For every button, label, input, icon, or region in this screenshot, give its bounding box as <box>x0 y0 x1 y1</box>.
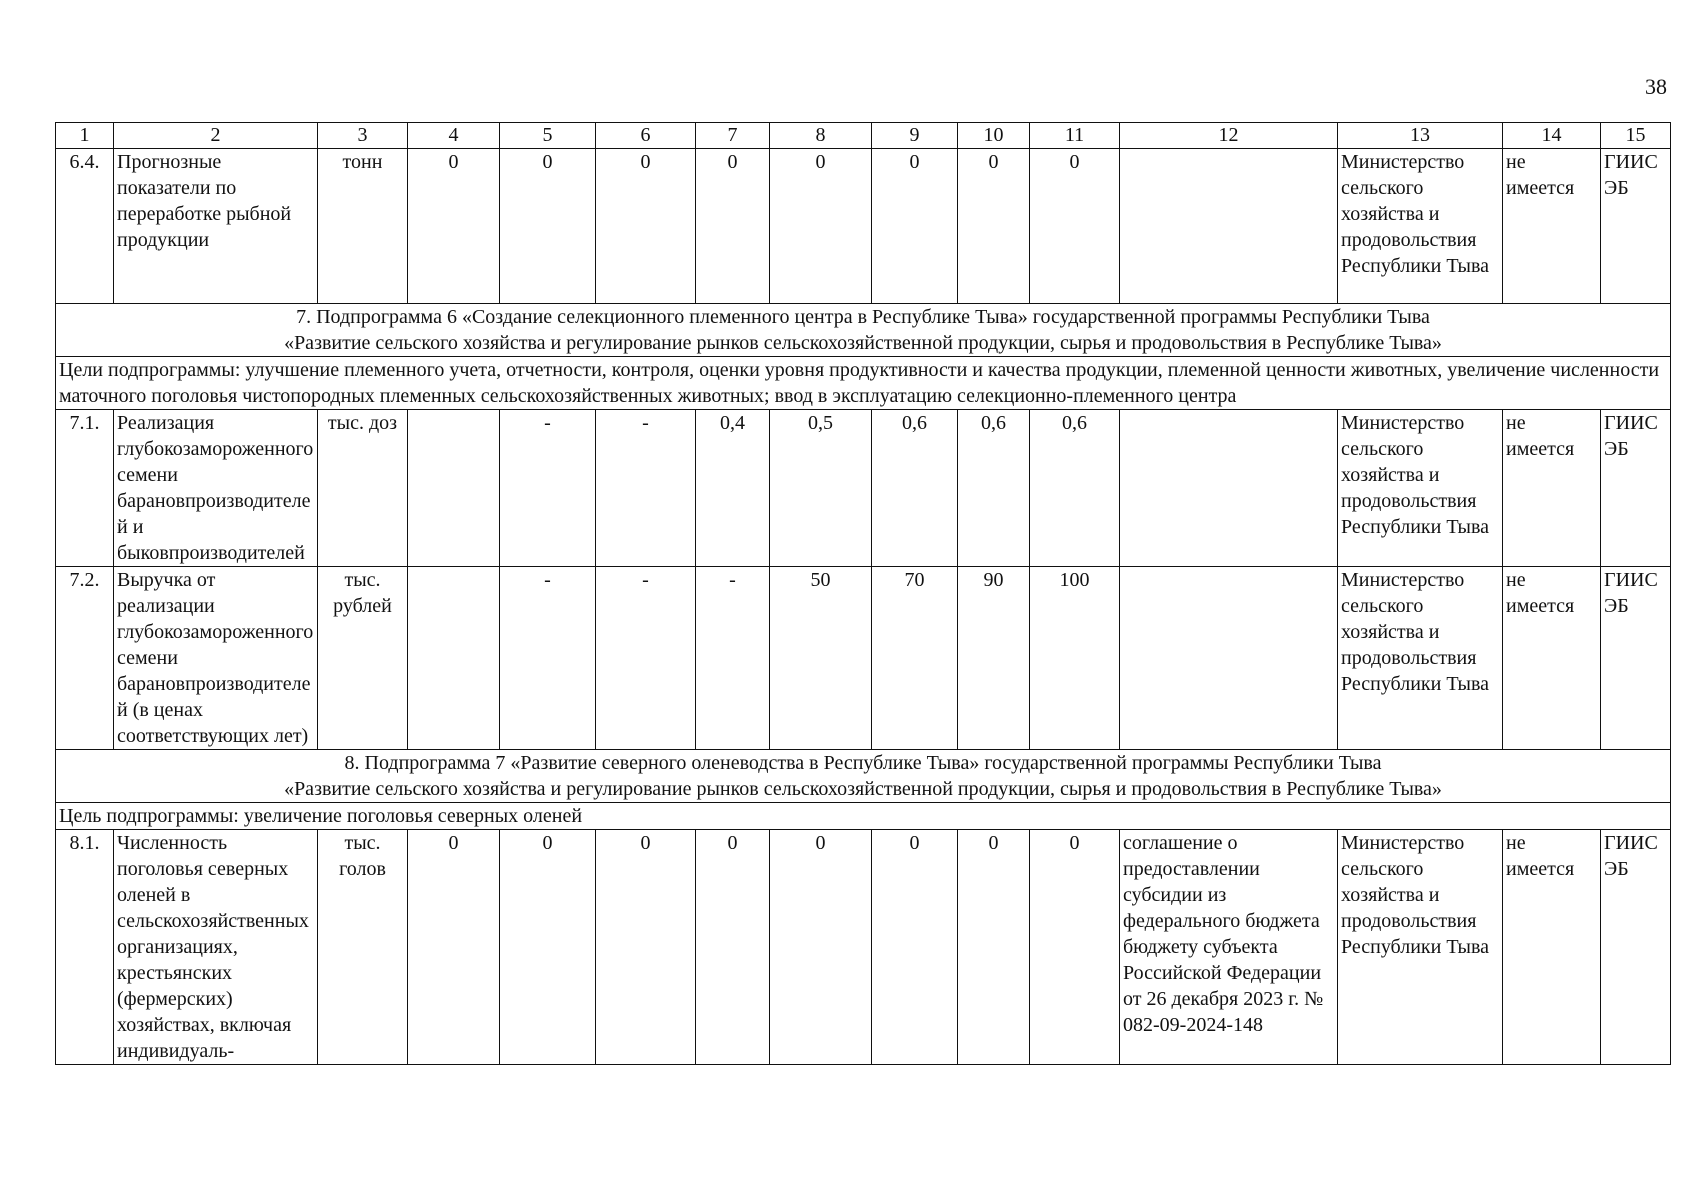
unit: тыс. голов <box>318 830 408 1065</box>
value-col9: 70 <box>872 567 958 750</box>
basis: соглашение о предоставлении субсидии из федерального бюджета бюджету субъекта Российской Федерации от 26 декабря 2023 г. № 082-09-2024-148 <box>1120 830 1338 1065</box>
section-7-title-line1: 7. Подпрограмма 6 «Создание селекционного племенного центра в Республике Тыва» государственной программы Республики Тыва <box>296 306 1430 328</box>
unit: тыс. рублей <box>318 567 408 750</box>
value-col10: 0 <box>958 830 1030 1065</box>
value-col10: 90 <box>958 567 1030 750</box>
table-row <box>56 567 1671 750</box>
column-header: 15 <box>1601 123 1671 149</box>
column-header: 4 <box>408 123 500 149</box>
value-col4 <box>408 567 500 750</box>
indicator-name: Прогнозные показатели по переработке рыбной продукции <box>114 149 318 304</box>
column-header: 7 <box>696 123 770 149</box>
row-number: 6.4. <box>56 149 114 304</box>
section-8-title <box>56 750 1671 803</box>
row-number: 7.1. <box>56 410 114 567</box>
column-header: 1 <box>56 123 114 149</box>
value-col9: 0 <box>872 830 958 1065</box>
column-15-value: ГИИС ЭБ <box>1601 567 1671 750</box>
value-col6: - <box>596 410 696 567</box>
column-15-value: ГИИС ЭБ <box>1601 410 1671 567</box>
section-8-goal: Цель подпрограммы: увеличение поголовья северных оленей <box>56 803 1671 830</box>
column-15-value: ГИИС ЭБ <box>1601 149 1671 304</box>
value-col9: 0,6 <box>872 410 958 567</box>
section-7-title <box>56 304 1671 357</box>
responsible: Министерство сельского хозяйства и продовольствия Республики Тыва <box>1338 149 1503 304</box>
column-14-value: не имеется <box>1503 410 1601 567</box>
value-col9: 0 <box>872 149 958 304</box>
value-col6: 0 <box>596 149 696 304</box>
value-col7: 0,4 <box>696 410 770 567</box>
value-col7: 0 <box>696 830 770 1065</box>
value-col6: - <box>596 567 696 750</box>
column-header: 12 <box>1120 123 1338 149</box>
column-header: 13 <box>1338 123 1503 149</box>
section-title-row <box>56 750 1671 803</box>
column-14-value: не имеется <box>1503 149 1601 304</box>
section-8-title-line2: «Развитие сельского хозяйства и регулирование рынков сельскохозяйственной продукции, сырья и продовольствия в Республике Тыва» <box>284 778 1442 800</box>
basis <box>1120 149 1338 304</box>
basis <box>1120 410 1338 567</box>
value-col7: - <box>696 567 770 750</box>
value-col5: - <box>500 410 596 567</box>
section-goal-row <box>56 357 1671 410</box>
column-header: 8 <box>770 123 872 149</box>
value-col11: 0 <box>1030 149 1120 304</box>
column-header: 6 <box>596 123 696 149</box>
indicator-name: Реализация глубокозамороженного семени барановпроизводителей и быковпроизводителей <box>114 410 318 567</box>
section-8-title-line1: 8. Подпрограмма 7 «Развитие северного оленеводства в Республике Тыва» государственной программы Республики Тыва <box>344 752 1382 774</box>
value-col5: 0 <box>500 830 596 1065</box>
value-col5: 0 <box>500 149 596 304</box>
section-goal-row <box>56 803 1671 830</box>
table-row <box>56 830 1671 1065</box>
table-header-row <box>56 123 1671 149</box>
basis <box>1120 567 1338 750</box>
responsible: Министерство сельского хозяйства и продовольствия Республики Тыва <box>1338 410 1503 567</box>
unit: тонн <box>318 149 408 304</box>
row-number: 7.2. <box>56 567 114 750</box>
value-col7: 0 <box>696 149 770 304</box>
responsible: Министерство сельского хозяйства и продовольствия Республики Тыва <box>1338 567 1503 750</box>
value-col6: 0 <box>596 830 696 1065</box>
value-col10: 0,6 <box>958 410 1030 567</box>
column-header: 5 <box>500 123 596 149</box>
table-row <box>56 149 1671 304</box>
value-col4 <box>408 410 500 567</box>
column-15-value: ГИИС ЭБ <box>1601 830 1671 1065</box>
row-number: 8.1. <box>56 830 114 1065</box>
value-col8: 0 <box>770 830 872 1065</box>
page-number: 38 <box>1645 74 1667 99</box>
column-14-value: не имеется <box>1503 567 1601 750</box>
column-header: 2 <box>114 123 318 149</box>
value-col5: - <box>500 567 596 750</box>
column-header: 14 <box>1503 123 1601 149</box>
value-col11: 0,6 <box>1030 410 1120 567</box>
column-header: 9 <box>872 123 958 149</box>
value-col4: 0 <box>408 149 500 304</box>
indicator-name: Численность поголовья северных оленей в сельскохозяйственных организациях, крестьянских (фермерских) хозяйствах, включая индивидуаль- <box>114 830 318 1065</box>
section-7-title-line2: «Развитие сельского хозяйства и регулирование рынков сельскохозяйственной продукции, сырья и продовольствия в Республике Тыва» <box>284 332 1442 354</box>
value-col10: 0 <box>958 149 1030 304</box>
column-header: 10 <box>958 123 1030 149</box>
unit: тыс. доз <box>318 410 408 567</box>
responsible: Министерство сельского хозяйства и продовольствия Республики Тыва <box>1338 830 1503 1065</box>
section-7-goal: Цели подпрограммы: улучшение племенного учета, отчетности, контроля, оценки уровня продуктивности и качества продукции, племенной ценности животных, увеличение численности маточного поголовья чистопородных племенных сельскохозяйственных животных; ввод в эксплуатацию селекционно-племенного центра <box>56 357 1671 410</box>
section-title-row <box>56 304 1671 357</box>
column-14-value: не имеется <box>1503 830 1601 1065</box>
indicator-name: Выручка от реализации глубокозамороженного семени барановпроизводителей (в ценах соответствующих лет) <box>114 567 318 750</box>
column-header: 3 <box>318 123 408 149</box>
value-col11: 100 <box>1030 567 1120 750</box>
indicators-table <box>55 122 1671 1065</box>
value-col8: 50 <box>770 567 872 750</box>
value-col8: 0 <box>770 149 872 304</box>
table-row <box>56 410 1671 567</box>
column-header: 11 <box>1030 123 1120 149</box>
value-col4: 0 <box>408 830 500 1065</box>
value-col11: 0 <box>1030 830 1120 1065</box>
value-col8: 0,5 <box>770 410 872 567</box>
